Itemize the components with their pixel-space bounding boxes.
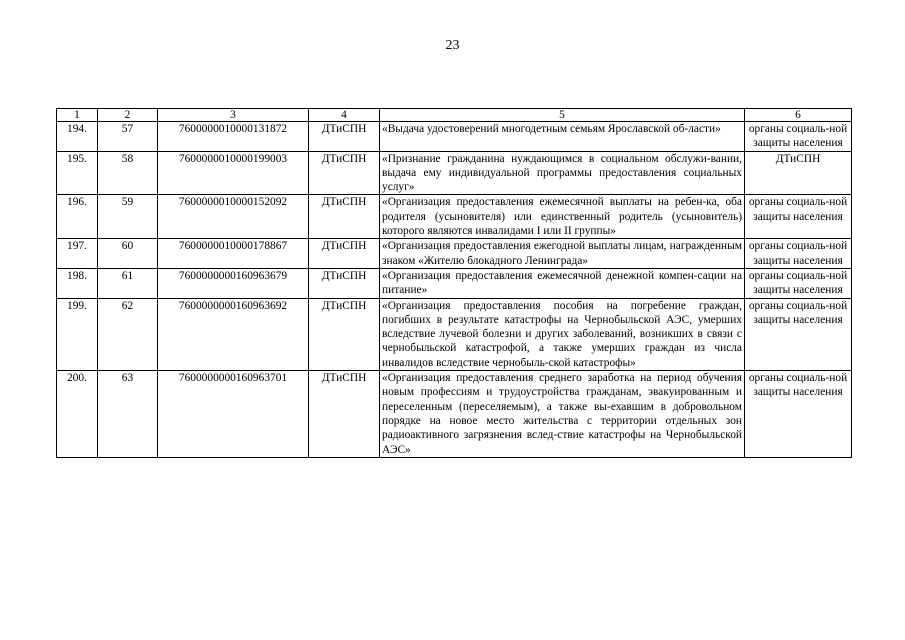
service-name: «Выдача удостоверений многодетным семьям Ярославской об-ласти» — [380, 122, 745, 152]
department: ДТиСПН — [309, 298, 380, 370]
service-name: «Организация предоставления ежемесячной денежной компен-сации на питание» — [380, 268, 745, 298]
department: ДТиСПН — [309, 371, 380, 458]
column-header-3: 3 — [158, 109, 309, 122]
department: ДТиСПН — [309, 239, 380, 269]
service-code: 7600000010000131872 — [158, 122, 309, 152]
row-subnumber: 62 — [98, 298, 158, 370]
row-subnumber: 59 — [98, 195, 158, 239]
row-number: 197. — [57, 239, 98, 269]
service-code: 7600000000160963701 — [158, 371, 309, 458]
row-number: 194. — [57, 122, 98, 152]
provider: органы социаль-ной защиты населения — [745, 268, 852, 298]
column-header-6: 6 — [745, 109, 852, 122]
provider: ДТиСПН — [745, 151, 852, 195]
service-name: «Организация предоставления ежегодной выплаты лицам, награжденным знаком «Жителю блокадного Ленинграда» — [380, 239, 745, 269]
row-number: 198. — [57, 268, 98, 298]
row-number: 196. — [57, 195, 98, 239]
row-subnumber: 57 — [98, 122, 158, 152]
provider: органы социаль-ной защиты населения — [745, 298, 852, 370]
row-subnumber: 63 — [98, 371, 158, 458]
column-number-row — [57, 109, 852, 122]
service-name: «Организация предоставления пособия на погребение граждан, погибших в результате катастрофы на Чернобыльской АЭС, умерших вследствие лучевой болезни и других заболеваний, возникших в связи с чернобыльской катастрофой, а также умерших граждан из числа инвалидов вследствие чернобыль-ской катастрофы» — [380, 298, 745, 370]
service-code: 7600000010000152092 — [158, 195, 309, 239]
provider: органы социаль-ной защиты населения — [745, 371, 852, 458]
row-number: 195. — [57, 151, 98, 195]
provider: органы социаль-ной защиты населения — [745, 122, 852, 152]
department: ДТиСПН — [309, 268, 380, 298]
service-code: 7600000010000178867 — [158, 239, 309, 269]
table-row — [57, 298, 852, 370]
service-name: «Организация предоставления среднего заработка на период обучения новым профессиям и трудоустройства гражданам, эвакуированным и переселенным (переселяемым), а также вы-ехавшим в добровольном порядке на новое место жительства с территории отдельных зон радиоактивного загрязнения вслед-ствие катастрофы на Чернобыльской АЭС» — [380, 371, 745, 458]
table-row — [57, 151, 852, 195]
row-subnumber: 61 — [98, 268, 158, 298]
provider: органы социаль-ной защиты населения — [745, 239, 852, 269]
service-code: 7600000010000199003 — [158, 151, 309, 195]
service-code: 7600000000160963679 — [158, 268, 309, 298]
page-number: 23 — [445, 38, 460, 53]
service-name: «Признание гражданина нуждающимся в социальном обслужи-вании, выдача ему индивидуальной программы предоставления социальных услуг» — [380, 151, 745, 195]
row-number: 199. — [57, 298, 98, 370]
table-row — [57, 371, 852, 458]
department: ДТиСПН — [309, 122, 380, 152]
service-name: «Организация предоставления ежемесячной выплаты на ребен-ка, оба родителя (усыновителя) или единственный родитель (усыновитель) которого являются инвалидами I или II группы» — [380, 195, 745, 239]
department: ДТиСПН — [309, 195, 380, 239]
row-number: 200. — [57, 371, 98, 458]
column-header-1: 1 — [57, 109, 98, 122]
department: ДТиСПН — [309, 151, 380, 195]
table-row — [57, 195, 852, 239]
column-header-5: 5 — [380, 109, 745, 122]
row-subnumber: 60 — [98, 239, 158, 269]
column-header-2: 2 — [98, 109, 158, 122]
service-code: 7600000000160963692 — [158, 298, 309, 370]
table-row — [57, 239, 852, 269]
services-table — [56, 108, 852, 458]
row-subnumber: 58 — [98, 151, 158, 195]
column-header-4: 4 — [309, 109, 380, 122]
provider: органы социаль-ной защиты населения — [745, 195, 852, 239]
table-row — [57, 268, 852, 298]
table-row — [57, 122, 852, 152]
